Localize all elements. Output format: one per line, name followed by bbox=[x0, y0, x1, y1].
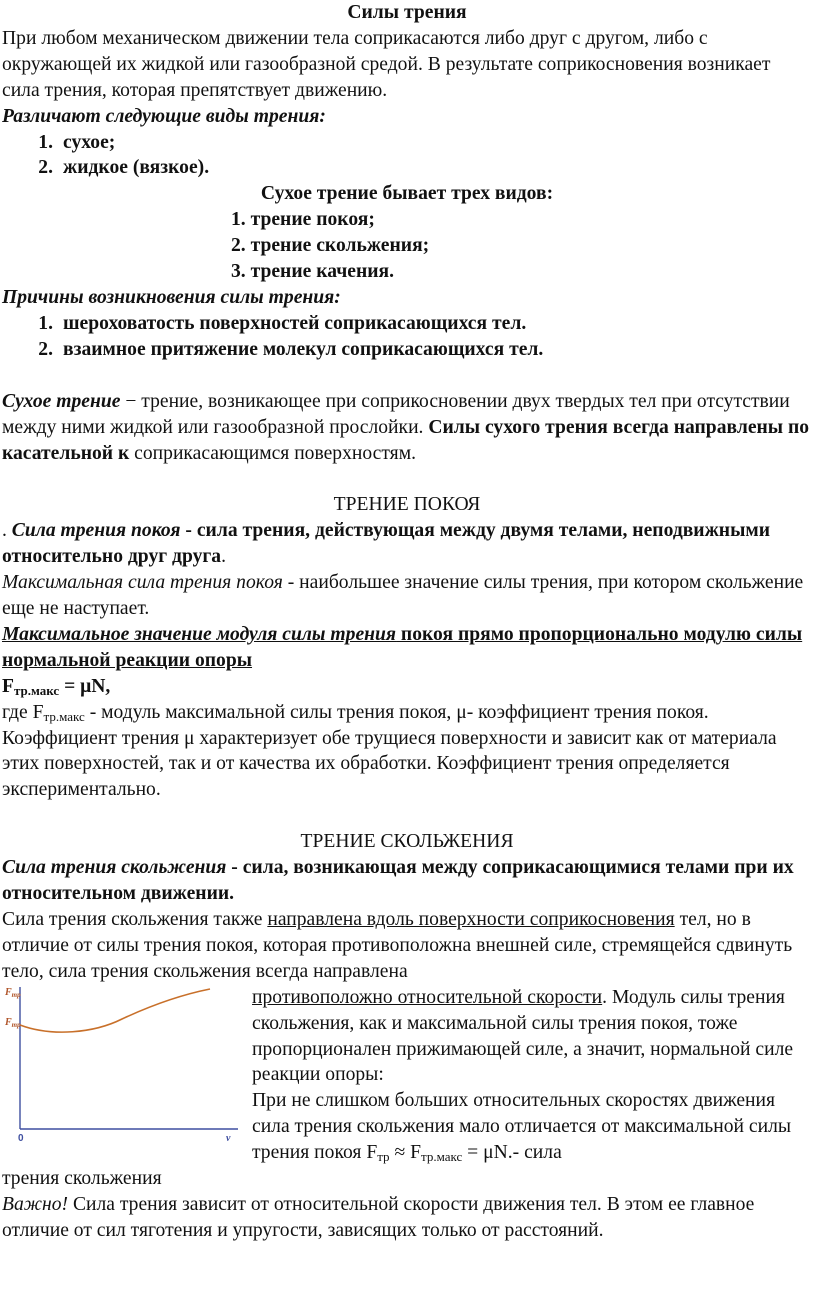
sliding-friction-magnitude: противоположно относительной скорости. Модуль силы трения скольжения, как и максимальной силы трения покоя, тоже пропорционален прижимающей силе, а значит, нормальной силе реакции опоры: bbox=[252, 986, 794, 1086]
dry-friction-definition: Сухое трение − трение, возникающее при соприкосновении двух твердых тел при отсутствии между ними жидкой или газообразной прослойки. Силы сухого трения всегда направлены по касательной к соприкасающимся поверхностям. bbox=[2, 390, 810, 464]
causes-heading: Причины возникновения силы трения: bbox=[2, 286, 341, 308]
static-friction-formula: $F_{тр.макс} = \mu N$, bbox=[2, 675, 111, 698]
dry-types-list bbox=[231, 207, 812, 285]
graph-svg bbox=[2, 985, 240, 1141]
max-static-friction-definition: Максимальная сила трения покоя - наибольшее значение силы трения, при котором скольжение еще не наступает. bbox=[2, 572, 804, 620]
list-item: 2. трение скольжения; bbox=[231, 235, 430, 257]
sliding-friction-approx: При не слишком больших относительных скоростях движения сила трения скольжения мало отличается от максимальной силы трения покоя $F_{тр} \approx F_{тр.макс} = \mu N.-$ сила bbox=[252, 1090, 792, 1165]
list-item: 2. взаимное притяжение молекул соприкасающихся тел. bbox=[38, 338, 544, 360]
x-label-v: v bbox=[226, 1132, 231, 1141]
list-item: 1. шероховатость поверхностей соприкасающихся тел. bbox=[38, 312, 527, 334]
intro-paragraph: При любом механическом движении тела соприкасаются либо друг с другом, либо с окружающей их жидкой или газообразной средой. В результате соприкосновения возникает сила трения, которая препятствует движению. bbox=[2, 27, 771, 101]
types-list bbox=[2, 130, 812, 182]
figure-with-text bbox=[2, 985, 812, 1166]
list-item: 1. сухое; bbox=[38, 131, 116, 153]
sliding-friction-definition: Сила трения скольжения - сила, возникающая между соприкасающимися телами при их относительном движении. bbox=[2, 857, 794, 905]
list-item: 2. жидкое (вязкое). bbox=[38, 157, 210, 179]
causes-list bbox=[2, 311, 812, 363]
list-item: 3. трение качения. bbox=[231, 261, 395, 283]
document bbox=[2, 0, 812, 1244]
dry-heading: Сухое трение бывает трех видов: bbox=[260, 183, 554, 205]
sliding-friction-direction: Сила трения скольжения также направлена вдоль поверхности соприкосновения тел, но в отличие от силы трения покоя, которая противоположна внешней силе, стремящейся сдвинуть тело, сила трения скольжения всегда направлена bbox=[2, 909, 793, 982]
figure-side-text bbox=[240, 985, 812, 1166]
list-item: 1. трение покоя; bbox=[231, 209, 375, 231]
coefficient-paragraph: Коэффициент трения μ характеризует обе трущиеся поверхности и зависит как от материала этих поверхностей, так и от качества их обработки. Коэффициент трения определяется экспериментально. bbox=[2, 727, 777, 801]
types-heading: Различают следующие виды трения: bbox=[2, 105, 326, 127]
sliding-friction-tail: трения скольжения bbox=[2, 1168, 162, 1190]
static-friction-definition: . Сила трения покоя - сила трения, действующая между двумя телами, неподвижными относительно друг друга. bbox=[2, 520, 771, 568]
static-friction-law: Максимальное значение модуля силы трения покоя прямо пропорционально модулю силы нормальной реакции опоры bbox=[2, 623, 803, 671]
formula-explanation: где $F_{тр.макс}$ - модуль максимальной силы трения покоя, μ- коэффициент трения покоя. bbox=[2, 701, 709, 724]
static-friction-heading: ТРЕНИЕ ПОКОЯ bbox=[333, 494, 481, 516]
page-title: Силы трения bbox=[347, 2, 467, 23]
y-label-ftr: $F_{тр}$ bbox=[5, 1016, 21, 1029]
friction-velocity-graph bbox=[2, 985, 240, 1141]
y-label-ftr-top: $F_{тр}$ bbox=[5, 986, 21, 999]
friction-curve bbox=[20, 989, 210, 1032]
sliding-friction-heading: ТРЕНИЕ СКОЛЬЖЕНИЯ bbox=[300, 831, 514, 853]
origin-label: 0 bbox=[18, 1132, 24, 1141]
important-note: Важно! Сила трения зависит от относительной скорости движения тел. В этом ее главное отличие от сил тяготения и упругости, зависящих только от расстояний. bbox=[2, 1193, 755, 1241]
